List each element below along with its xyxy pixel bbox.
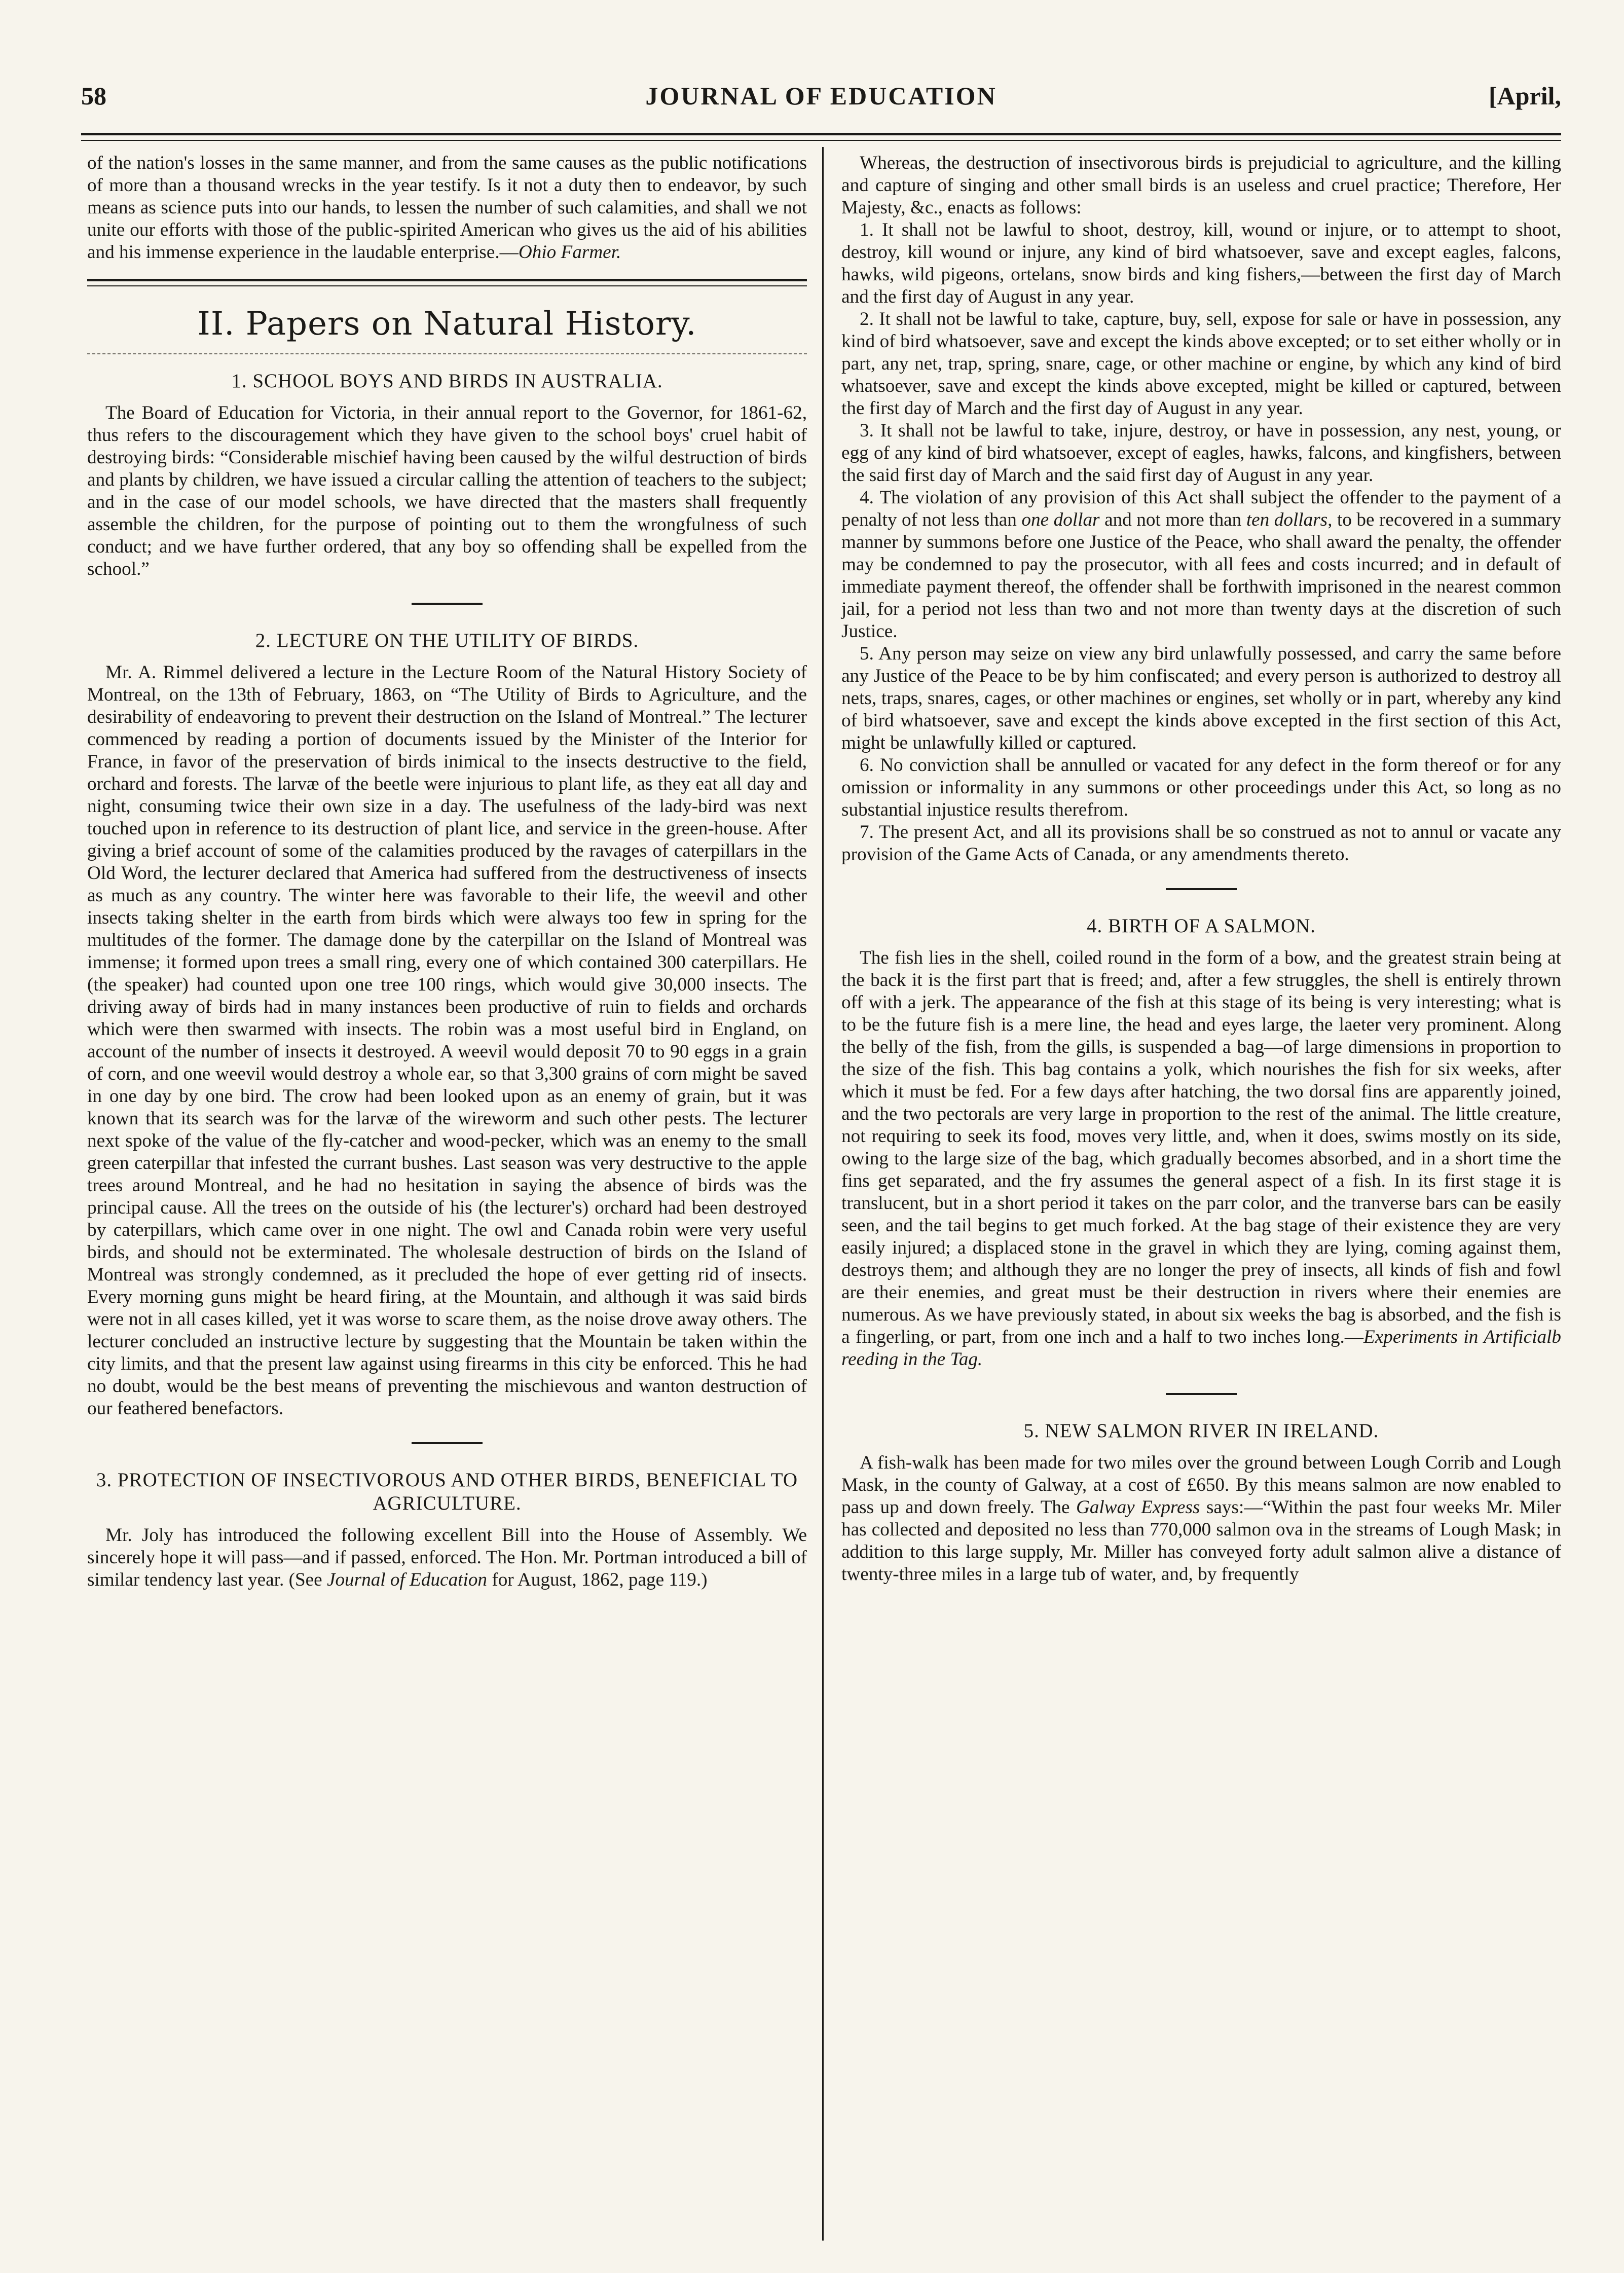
article-2-body: Mr. A. Rimmel delivered a lecture in the Lecture Room of the Natural History Society of Montreal, on the 13th of February, 1863, on “The Utility of Birds to Agriculture, and the desirability of endeavoring to prevent their destruction on the Island of Montreal.” The lecturer commenced by reading a portion of documents issued by the Minister of the Interior for France, in favor of the preservation of birds inimical to the insects destructive to the field, orchard and forests. The larvæ of the beetle were injurious to plant life, as they eat all day and night, consuming twice their own size in a day. The usefulness of the lady-bird was next touched upon in reference to its destruction of plant lice, and service in the green-house. After giving a brief account of some of the calamities produced by the ravages of caterpillars in the Old Word, the lecturer declared that America had suffered from the destructiveness of insects as much as any country. The winter here was favorable to their life, the weevil and other insects taking shelter in the earth from birds which were always too few in spring for the multitudes of the former. The damage done by the caterpillar on the Island of Montreal was immense; it formed upon trees a small ring, every one of which contained 300 caterpillars. He (the speaker) had counted upon one tree 100 rings, which would give 30,000 insects. The driving away of birds had in many instances been productive of ruin to fields and orchards which were then swarmed with insects. The robin was a most useful bird in England, on account of the number of insects it destroyed. A weevil would deposit 70 to 90 eggs in a grain of corn, and one weevil would destroy a whole ear, so that 3,300 grains of corn might be saved in one day by one bird. The crow had been looked upon as an enemy of grain, but it was known that its search was for the larvæ of the wireworm and such other pests. The lecturer next spoke of the value of the fly-catcher and wood-pecker, which was an enemy to the small green caterpillar that infested the currant bushes. Last season was very destructive to the apple trees around Montreal, and he had no hesitation in saying the absence of birds was the principal cause. All the trees on the outside of his (the lecturer's) orchard had been destroyed by caterpillars, which came over in one night. The owl and Canada robin were very useful birds, and should not be exterminated. The wholesale destruction of birds on the Island of Montreal was strongly condemned, as it precluded the hope of ever getting rid of insects. Every morning guns might be heard firing, at the Mountain, and although it was said birds were not in all cases killed, yet it was worse to scare them, as the noise drove away others. The lecturer concluded an instructive lecture by suggesting that the Mountain be taken within the city limits, and that the present law against using firearms in this city be enforced. This he had no doubt, would be the best means of preventing the mischievous and wanton destruction of our feathered benefactors. [87,662,807,1419]
bill-clause-2: 2. It shall not be lawful to take, capture, buy, sell, expose for sale or have in possession, any kind of bird whatsoever, save and except the kinds above excepted; or to set either wholly or in part, any net, trap, spring, snare, cage, or other machine or engine, by which any kind of bird whatsoever, save and except the kinds above excepted, might be killed or captured, between the first day of March and the first day of August in any year. [841,309,1561,419]
article-1-body: The Board of Education for Victoria, in their annual report to the Governor, for 1861-62, thus refers to the discouragement which they have given to the school boys' cruel habit of destroying birds: “Considerable mischief having been caused by the wilful destruction of birds and plants by children, we have issued a circular calling the attention of teachers to the subject; and in the case of our model schools, we have directed that the masters shall frequently assemble the children, for the purpose of pointing out to them the wrongfulness of such conduct; and we have further ordered, that any boy so offending shall be expelled from the school.” [87,402,807,579]
bill-clause-6: 6. No conviction shall be annulled or vacated for any defect in the form thereof or for any omission or informality in any summons or other proceedings under this Act, so long as no substantial injustice results therefrom. [841,755,1561,820]
left-column [87,152,807,1591]
bill-clause-3: 3. It shall not be lawful to take, injure, destroy, or have in possession, any nest, young, or egg of any kind of bird whatsoever, except of eagles, hawks, falcons, and kingfishers, between the said first day of March and the said first day of August in any year. [841,420,1561,486]
article-3-body: Mr. Joly has introduced the following excellent Bill into the House of Assembly. We sincerely hope it will pass—and if passed, enforced. The Hon. Mr. Portman introduced a bill of similar tendency last year. (See Journal of Education for August, 1862, page 119.) [87,1525,807,1590]
page-header [81,76,1561,117]
bill-clause-4: 4. The violation of any provision of this Act shall subject the offender to the payment of a penalty of not less than one dollar and not more than ten dollars, to be recovered in a summary manner by summons before one Justice of the Peace, who shall award the penalty, the offender may be condemned to pay the prosecutor, with all fees and costs incurred; and in default of immediate payment thereof, the offender shall be forthwith imprisoned in the nearest common jail, for a period not less than two and not more than twenty days at the discretion of such Justice. [841,487,1562,642]
article-separator [1166,888,1237,890]
article-5-title: 5. NEW SALMON RIVER IN IRELAND. [1023,1420,1379,1442]
right-column [841,152,1561,1586]
header-rule-thin [81,140,1561,141]
article-4-body: The fish lies in the shell, coiled round in the form of a bow, and the greatest strain being at the back it is the first part that is freed; and, after a few struggles, the shell is entirely thrown off with a jerk. The appearance of the fish at this stage of its being is very interesting; what is to be the future fish is a mere line, the head and eyes large, the laeter very prominent. Along the belly of the fish, from the gills, is suspended a bag—of large dimensions in proportion to the size of the fish. This bag contains a yolk, which nourishes the fish for six weeks, after which it must be fed. For a few days after hatching, the two dorsal fins are apparently joined, and the two pectorals are very large in proportion to the rest of the animal. The little creature, not requiring to seek its food, moves very little, and, when it does, swims mostly on its side, owing to the large size of the bag, which gradually becomes absorbed, and in a short time the fins get separated, and the fry assumes the general aspect of a fish. In its first stage it is translucent, but in a short period it takes on the parr color, and the tranverse bars can be easily seen, and the tail begins to get much forked. At the bag stage of their existence they are very easily injured; a displaced stone in the gravel in which they are lying, coming against them, destroys them; and although they are no longer the prey of insects, all kinds of fish and fowl are their enemies, and great must be their destruction in rivers where their enemies are numerous. As we have previously stated, in about six weeks the bag is absorbed, and the fish is a fingerling, or part, from one inch and a half to two inches long.—Experiments in Artificialb reeding in the Tag. [841,947,1561,1370]
column-divider [822,147,824,2241]
page-number: 58 [81,82,106,110]
article-3-reference: Journal of Education [326,1569,488,1590]
article-4-source: Experiments in Artificialb reeding in the Tag. [841,1327,1561,1370]
article-separator [412,603,483,605]
article-separator [412,1442,483,1444]
section-heading: II. Papers on Natural History. [197,305,697,343]
article-1-title: 1. SCHOOL BOYS AND BIRDS IN AUSTRALIA. [231,370,663,392]
section-rule [87,279,807,281]
bill-clause-7: 7. The present Act, and all its provisions shall be so construed as not to annul or vacate any provision of the Game Acts of Canada, or any amendments thereto. [841,822,1561,865]
article-5-body: A fish-walk has been made for two miles over the ground between Lough Corrib and Lough Mask, in the county of Galway, at a cost of £650. By this means salmon are now enabled to pass up and down freely. The Galway Express says:—“Within the past four weeks Mr. Miler has collected and deposited no less than 770,000 salmon ova in the streams of Lough Mask; in addition to this large supply, Mr. Miller has conveyed forty adult salmon alive a distance of twenty-three miles in a large tub of water, and, by frequently [841,1452,1562,1585]
bill-preamble: Whereas, the destruction of insectivorous birds is prejudicial to agriculture, and the killing and capture of singing and other small birds is an useless and cruel practice; Therefore, Her Majesty, &c., enacts as follows: [841,153,1561,218]
intro-paragraph: of the nation's losses in the same manner, and from the same causes as the public notifications of more than a thousand wrecks in the year testify. Is it not a duty then to endeavor, by such means as science puts into our hands, to lessen the number of such calamities, and shall we not unite our efforts with those of the public-spirited American who gives us the aid of his abilities and his immense experience in the laudable enterprise.—Ohio Farmer. [87,153,807,263]
section-rule-thin [87,285,807,286]
intro-source: Ohio Farmer. [518,242,621,263]
section-heading-rule [87,353,807,354]
issue-month: [April, [1488,82,1561,110]
article-4-title: 4. BIRTH OF A SALMON. [1086,915,1316,937]
article-2-title: 2. LECTURE ON THE UTILITY OF BIRDS. [255,630,639,651]
journal-title: JOURNAL OF EDUCATION [645,82,997,110]
article-3-title: 3. PROTECTION OF INSECTIVOROUS AND OTHER BIRDS, BENEFICIAL TO AGRICULTURE. [96,1469,798,1514]
article-separator [1166,1393,1237,1395]
header-rule [81,133,1561,135]
bill-clause-1: 1. It shall not be lawful to shoot, destroy, kill, wound or injure, or to attempt to shoot, destroy, kill wound or injure, any kind of bird whatsoever, save and except eagles, falcons, hawks, wild pigeons, ortelans, snow birds and king fishers,—between the first day of March and the first day of August in any year. [841,219,1561,307]
bill-clause-5: 5. Any person may seize on view any bird unlawfully possessed, and carry the same before any Justice of the Peace to be by him confiscated; and every person is authorized to destroy all nets, traps, snares, cages, or other machines or engines, set wholly or in part, whereby any kind of bird whatsoever, save and except the kinds above excepted in the first section of this Act, might be unlawfully killed or captured. [841,643,1561,753]
